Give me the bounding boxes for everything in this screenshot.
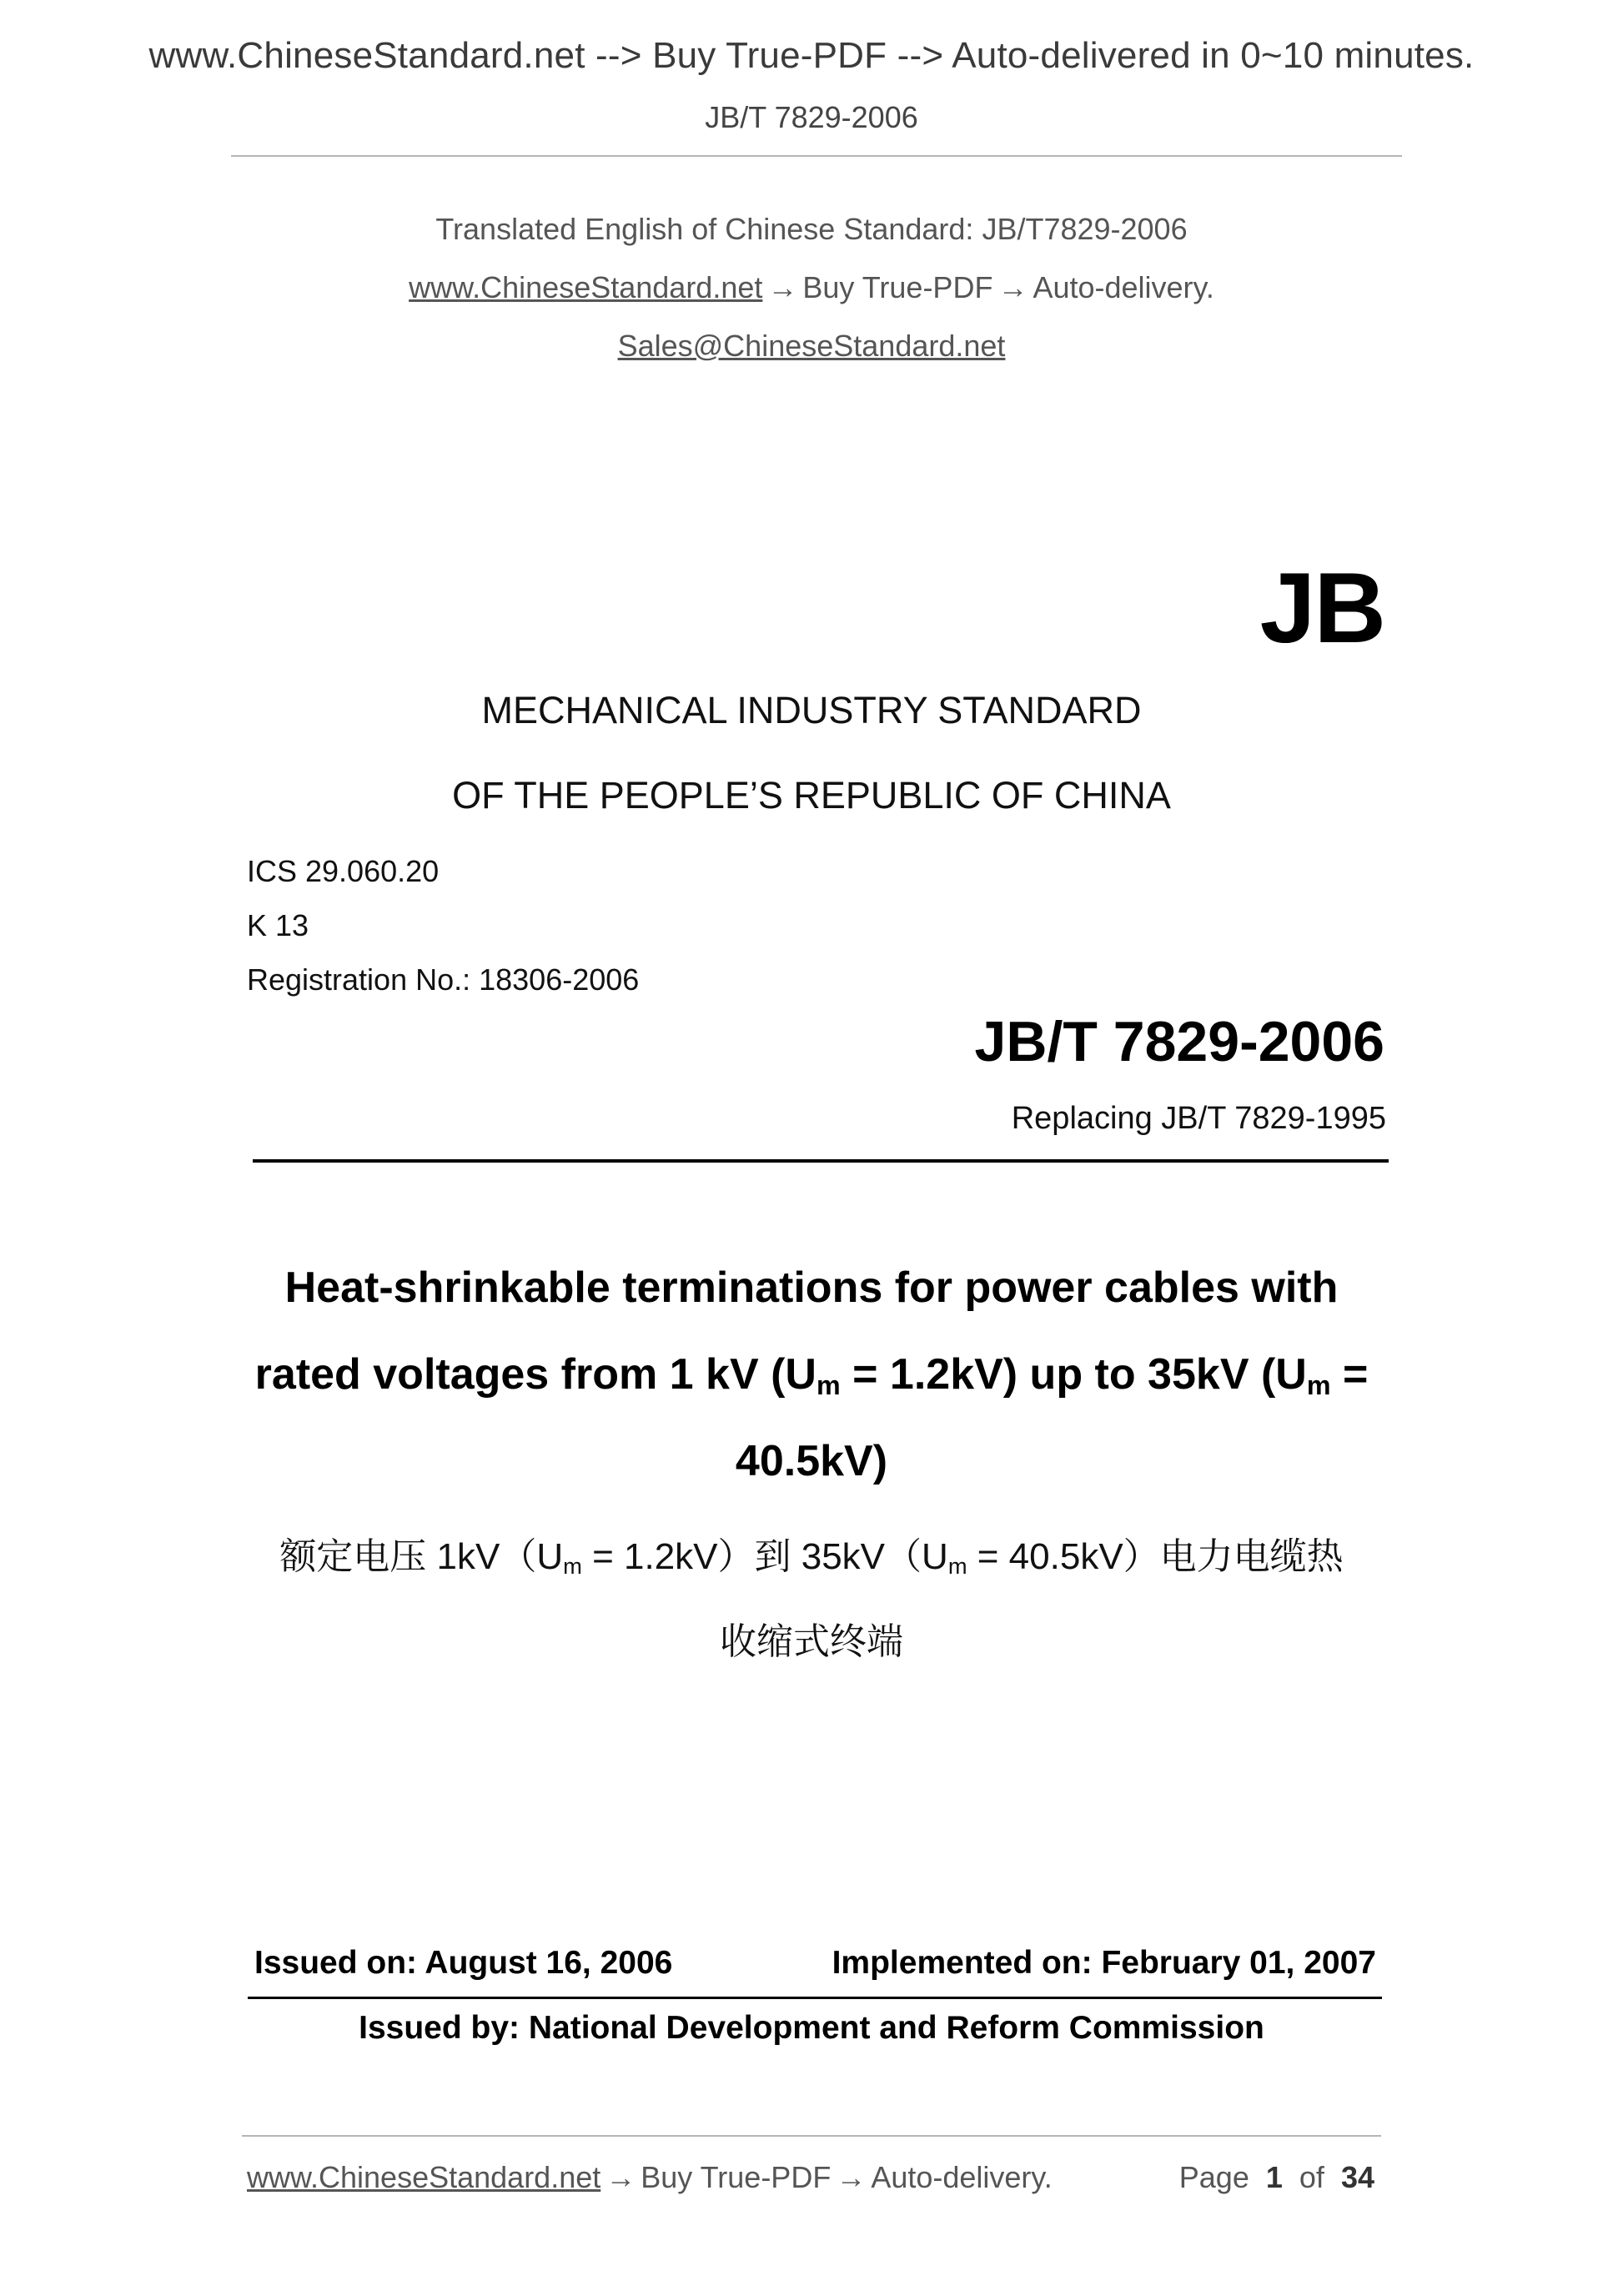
standard-number: JB/T 7829-2006 <box>974 1010 1384 1073</box>
classification-code: K 13 <box>247 908 309 942</box>
jb-mark: JB <box>1259 552 1384 664</box>
implemented-date: Implemented on: February 01, 2007 <box>832 1945 1376 1981</box>
org-line-1: MECHANICAL INDUSTRY STANDARD <box>481 689 1142 731</box>
arrow-right-icon: → <box>767 270 798 304</box>
title-en-line-1: Heat-shrinkable terminations for power cables with <box>284 1264 1339 1312</box>
title-en-line-3: 40.5kV) <box>735 1437 888 1485</box>
arrow-right-icon: → <box>997 270 1028 304</box>
ics-code: ICS 29.060.20 <box>247 854 440 888</box>
top-banner: www.ChineseStandard.net --> Buy True-PDF --> Auto-delivered in 0~10 minutes. <box>148 35 1475 76</box>
issued-by: Issued by: National Development and Reform Commission <box>359 2010 1264 2046</box>
auto-delivery-text: Auto-delivery. <box>1033 270 1214 304</box>
page-indicator: Page 1 of 34 <box>1178 2160 1374 2194</box>
issued-date: Issued on: August 16, 2006 <box>254 1945 673 1981</box>
registration-number: Registration No.: 18306-2006 <box>247 962 640 997</box>
org-line-2: OF THE PEOPLE’S REPUBLIC OF CHINA <box>452 774 1171 816</box>
site-link[interactable]: www.ChineseStandard.net <box>409 270 763 304</box>
arrow-right-icon: → <box>605 2160 636 2194</box>
footer-buy-text: Buy True-PDF <box>641 2160 832 2194</box>
page-total: 34 <box>1340 2160 1374 2194</box>
translation-links <box>0 270 1623 305</box>
title-en-line-2: rated voltages from 1 kV $(U_m = 1.2kV)$ up to 35kV ($U_m$ = <box>254 1350 1369 1401</box>
replacing-note: Replacing JB/T 7829-1995 <box>1011 1101 1386 1136</box>
sales-email-row <box>0 329 1623 364</box>
translation-notice: Translated English of Chinese Standard: JB/T7829-2006 <box>435 212 1188 246</box>
buy-text: Buy True-PDF <box>802 270 993 304</box>
footer-links <box>247 2160 1053 2195</box>
header-divider <box>231 155 1402 157</box>
arrow-right-icon: → <box>836 2160 867 2194</box>
footer-auto-text: Auto-delivery. <box>871 2160 1053 2194</box>
title-divider <box>253 1159 1389 1163</box>
title-cn-line-1: 额定电压 $1kV(U_m = 1.2kV)$到 $35kV(U_m = 40.5kV)$电力电缆热 <box>279 1536 1344 1579</box>
sales-email-link[interactable]: Sales@ChineseStandard.net <box>617 329 1006 363</box>
footer-divider <box>242 2135 1381 2137</box>
page-number: 1 <box>1265 2160 1283 2194</box>
footer-site-link[interactable]: www.ChineseStandard.net <box>247 2160 601 2194</box>
title-cn-line-2: 收缩式终端 <box>720 1621 903 1662</box>
dates-divider <box>248 1997 1382 1999</box>
header-standard-code: JB/T 7829-2006 <box>705 100 918 134</box>
